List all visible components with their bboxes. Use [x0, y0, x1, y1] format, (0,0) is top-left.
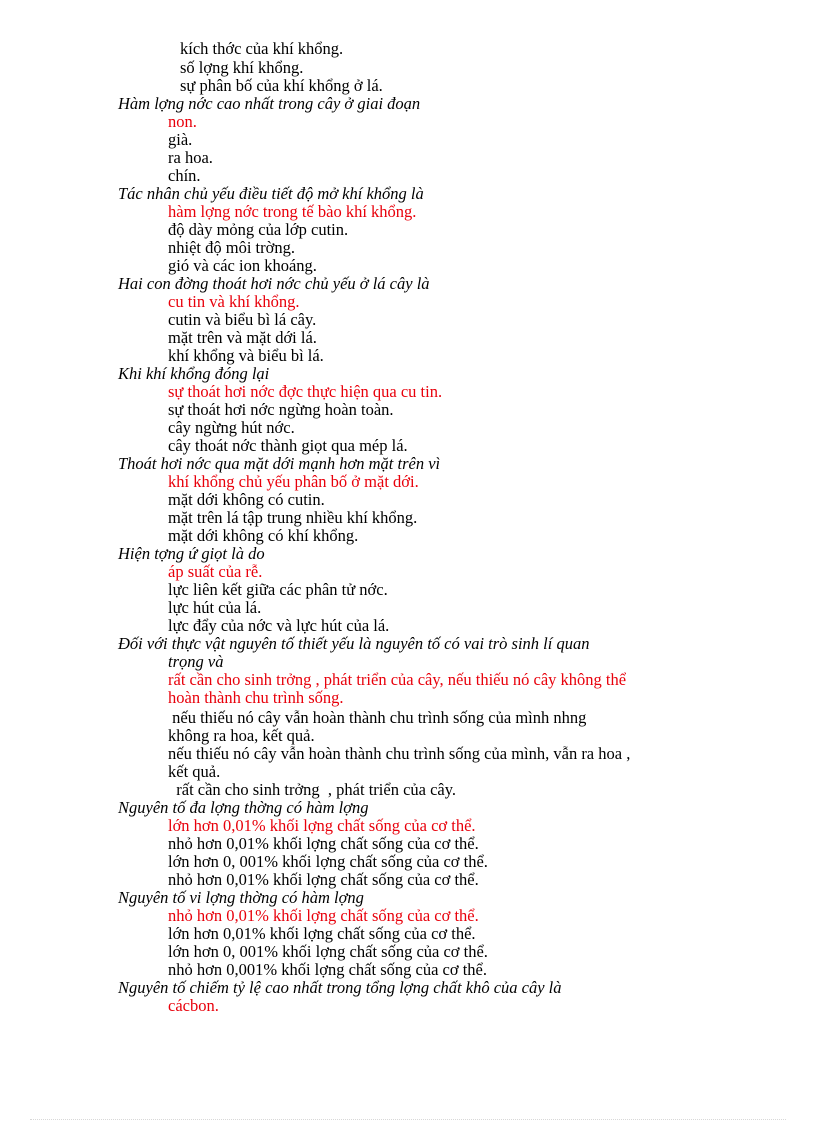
answer-option: lớn hơn 0,01% khối lợng chất sống của cơ thể. — [168, 924, 476, 943]
correct-answer: non. — [168, 112, 197, 131]
answer-option: nhỏ hơn 0,01% khối lợng chất sống của cơ thể. — [168, 870, 479, 889]
correct-answer: hàm lợng nớc trong tế bào khí khổng. — [168, 202, 417, 221]
answer-option: lớn hơn 0, 001% khối lợng chất sống của cơ thể. — [168, 942, 488, 961]
question: Khi khí khổng đóng lại — [118, 364, 270, 383]
question: Nguyên tố đa lợng thờng có hàm lợng — [118, 798, 369, 817]
question: Hàm lợng nớc cao nhất trong cây ở giai đoạn — [118, 94, 421, 113]
question: Thoát hơi nớc qua mặt dới mạnh hơn mặt trên vì — [118, 454, 441, 473]
answer-option: số lợng khí khổng. — [180, 58, 304, 77]
answer-option: khí khổng và biểu bì lá. — [168, 346, 324, 365]
question: Tác nhân chủ yếu điều tiết độ mở khí khổng là — [118, 184, 424, 203]
answer-option: mặt dới không có khí khổng. — [168, 526, 359, 545]
question: Nguyên tố vi lợng thờng có hàm lợng — [118, 888, 364, 907]
answer-option: già. — [168, 130, 193, 149]
answer-option: lực đẩy của nớc và lực hút của lá. — [168, 616, 390, 635]
answer-option: nếu thiếu nó cây vẫn hoàn thành chu trình sống của mình nhng — [168, 708, 587, 727]
correct-answer: khí khổng chủ yếu phân bố ở mặt dới. — [168, 472, 419, 491]
answer-option: mặt trên và mặt dới lá. — [168, 328, 317, 347]
answer-option: kích thớc của khí khổng. — [180, 39, 344, 58]
question: Nguyên tố chiếm tỷ lệ cao nhất trong tổng lợng chất khô của cây là — [118, 978, 562, 997]
correct-answer: lớn hơn 0,01% khối lợng chất sống của cơ thể. — [168, 816, 476, 835]
correct-answer: cácbon. — [168, 996, 219, 1015]
answer-option: chín. — [168, 166, 201, 185]
answer-option-continuation: kết quả. — [168, 762, 221, 781]
answer-option: mặt dới không có cutin. — [168, 490, 325, 509]
answer-option: nếu thiếu nó cây vẫn hoàn thành chu trình sống của mình, vẫn ra hoa , — [168, 744, 631, 763]
answer-option: cutin và biểu bì lá cây. — [168, 310, 317, 329]
answer-option-continuation: không ra hoa, kết quả. — [168, 726, 315, 745]
question: Đối với thực vật nguyên tố thiết yếu là nguyên tố có vai trò sinh lí quan — [118, 634, 590, 653]
answer-option: độ dày mỏng của lớp cutin. — [168, 220, 349, 239]
answer-option: cây ngừng hút nớc. — [168, 418, 295, 437]
correct-answer: nhỏ hơn 0,01% khối lợng chất sống của cơ thể. — [168, 906, 479, 925]
answer-option: lực hút của lá. — [168, 598, 262, 617]
answer-option: sự phân bố của khí khổng ở lá. — [180, 76, 383, 95]
answer-option: lực liên kết giữa các phân tử nớc. — [168, 580, 388, 599]
question-continuation: trọng và — [168, 652, 224, 671]
correct-answer: cu tin và khí khổng. — [168, 292, 300, 311]
answer-option: lớn hơn 0, 001% khối lợng chất sống của cơ thể. — [168, 852, 488, 871]
page-bottom-divider — [30, 1119, 786, 1120]
answer-option: nhỏ hơn 0,001% khối lợng chất sống của cơ thể. — [168, 960, 487, 979]
answer-option: gió và các ion khoáng. — [168, 256, 317, 275]
answer-option: sự thoát hơi nớc ngừng hoàn toàn. — [168, 400, 394, 419]
answer-option: cây thoát nớc thành giọt qua mép lá. — [168, 436, 408, 455]
answer-option: nhỏ hơn 0,01% khối lợng chất sống của cơ thể. — [168, 834, 479, 853]
answer-option: mặt trên lá tập trung nhiều khí khổng. — [168, 508, 418, 527]
answer-option: ra hoa. — [168, 148, 213, 167]
answer-option: rất cần cho sinh trởng , phát triển của cây. — [168, 780, 457, 799]
answer-option: nhiệt độ môi trờng. — [168, 238, 295, 257]
correct-answer: rất cần cho sinh trởng , phát triển của cây, nếu thiếu nó cây không thể — [168, 670, 627, 689]
correct-answer: áp suất của rễ. — [168, 562, 263, 581]
question: Hai con đờng thoát hơi nớc chủ yếu ở lá cây là — [118, 274, 430, 293]
correct-answer: sự thoát hơi nớc đợc thực hiện qua cu tin. — [168, 382, 443, 401]
question: Hiện tợng ứ giọt là do — [118, 544, 265, 563]
correct-answer-continuation: hoàn thành chu trình sống. — [168, 688, 344, 707]
